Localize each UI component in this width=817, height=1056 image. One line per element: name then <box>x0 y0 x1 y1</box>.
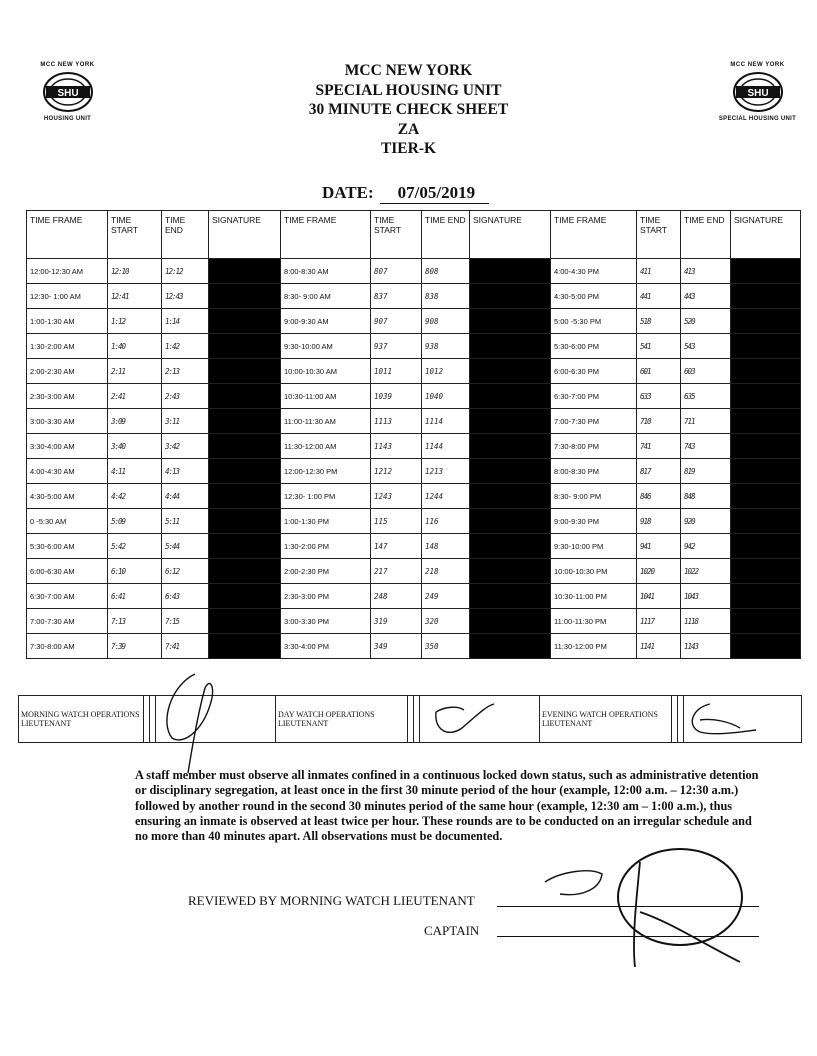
time-end-cell: 4:13 <box>162 459 209 484</box>
time-start-cell: 12:41 <box>108 284 162 309</box>
time-start-cell: 518 <box>637 309 681 334</box>
time-start-cell: 147 <box>371 534 422 559</box>
redacted-signature-cell <box>209 609 281 634</box>
redacted-signature-cell <box>731 309 801 334</box>
redacted-signature-cell <box>470 259 551 284</box>
time-frame-cell: 8:00-8:30 AM <box>281 259 371 284</box>
logo-right-top-text: MCC NEW YORK <box>730 62 785 68</box>
date-value: 07/05/2019 <box>380 183 489 204</box>
redacted-signature-cell <box>731 334 801 359</box>
time-end-cell: 1143 <box>681 634 731 659</box>
time-end-cell: 1213 <box>422 459 470 484</box>
time-frame-cell: 11:30-12:00 PM <box>551 634 637 659</box>
redacted-signature-cell <box>731 584 801 609</box>
time-end-cell: 1144 <box>422 434 470 459</box>
time-end-cell: 5:11 <box>162 509 209 534</box>
time-start-cell: 12:10 <box>108 259 162 284</box>
time-start-cell: 3:09 <box>108 409 162 434</box>
table-row <box>27 584 801 609</box>
redacted-signature-cell <box>209 309 281 334</box>
captain-label: CAPTAIN <box>424 923 480 938</box>
time-start-cell: 633 <box>637 384 681 409</box>
time-frame-cell: 3:30-4:00 PM <box>281 634 371 659</box>
time-frame-cell: 10:30-11:00 AM <box>281 384 371 409</box>
redacted-signature-cell <box>731 534 801 559</box>
time-end-cell: 12:12 <box>162 259 209 284</box>
redacted-signature-cell <box>731 609 801 634</box>
redacted-signature-cell <box>209 559 281 584</box>
redacted-signature-cell <box>470 384 551 409</box>
title-line: SPECIAL HOUSING UNIT <box>315 81 502 99</box>
time-frame-cell: 5:30-6:00 AM <box>27 534 108 559</box>
time-start-cell: 3:40 <box>108 434 162 459</box>
time-start-cell: 1:12 <box>108 309 162 334</box>
time-frame-cell: 8:30- 9:00 PM <box>551 484 637 509</box>
time-end-cell: 6:43 <box>162 584 209 609</box>
check-rows <box>27 259 801 659</box>
time-end-cell: 320 <box>422 609 470 634</box>
time-end-cell: 543 <box>681 334 731 359</box>
time-frame-cell: 6:30-7:00 PM <box>551 384 637 409</box>
time-end-cell: 3:42 <box>162 434 209 459</box>
observation-policy-note: A staff member must observe all inmates confined in a continuous locked down status, such as administrative detention or disciplinary segregation, at least once in the first 30 minute period of the hour (example, 12:00 a.m. – 12:30 a.m.) followed by another round in the second 30 minutes period of the same hour (example, 12:30 am – 1:00 a.m.), thus ensuring an inmate is observed at least twice per hour. These rounds are to be conducted on an irregular schedule and no more than 40 minutes apart. All observations must be documented. <box>135 768 759 844</box>
table-row <box>27 459 801 484</box>
redacted-signature-cell <box>731 409 801 434</box>
redacted-signature-cell <box>731 634 801 659</box>
redacted-signature-cell <box>209 634 281 659</box>
time-start-cell: 1:40 <box>108 334 162 359</box>
col-header-time-frame: TIME FRAME <box>281 211 371 259</box>
redacted-signature-cell <box>470 309 551 334</box>
time-start-cell: 846 <box>637 484 681 509</box>
time-start-cell: 2:11 <box>108 359 162 384</box>
time-frame-cell: 11:00-11:30 PM <box>551 609 637 634</box>
redacted-signature-cell <box>731 259 801 284</box>
time-end-cell: 1012 <box>422 359 470 384</box>
table-row <box>27 259 801 284</box>
table-row <box>27 634 801 659</box>
table-row <box>27 409 801 434</box>
redacted-signature-cell <box>209 259 281 284</box>
redacted-signature-cell <box>731 284 801 309</box>
table-row <box>27 384 801 409</box>
redacted-signature-cell <box>731 384 801 409</box>
col-header-time-start: TIME START <box>108 211 162 259</box>
time-frame-cell: 12:00-12:30 PM <box>281 459 371 484</box>
redacted-signature-cell <box>731 359 801 384</box>
time-end-cell: 148 <box>422 534 470 559</box>
title-line: MCC NEW YORK <box>344 62 473 79</box>
logo-right-bottom-text: SPECIAL HOUSING UNIT <box>718 116 797 122</box>
reviewed-by-label: REVIEWED BY MORNING WATCH LIEUTENANT <box>188 893 475 908</box>
time-frame-cell: 2:30-3:00 AM <box>27 384 108 409</box>
redacted-signature-cell <box>470 584 551 609</box>
time-end-cell: 808 <box>422 259 470 284</box>
time-frame-cell: 6:30-7:00 AM <box>27 584 108 609</box>
redacted-signature-cell <box>470 484 551 509</box>
morning-signature-mark <box>150 668 240 778</box>
time-start-cell: 941 <box>637 534 681 559</box>
redacted-signature-cell <box>731 434 801 459</box>
table-row <box>27 534 801 559</box>
time-start-cell: 601 <box>637 359 681 384</box>
table-row <box>27 434 801 459</box>
redacted-signature-cell <box>731 509 801 534</box>
time-start-cell: 1039 <box>371 384 422 409</box>
time-start-cell: 4:11 <box>108 459 162 484</box>
redacted-signature-cell <box>209 459 281 484</box>
time-frame-cell: 7:00-7:30 PM <box>551 409 637 434</box>
redacted-signature-cell <box>209 434 281 459</box>
time-end-cell: 920 <box>681 509 731 534</box>
time-end-cell: 1:42 <box>162 334 209 359</box>
time-frame-cell: 7:30-8:00 AM <box>27 634 108 659</box>
time-end-cell: 249 <box>422 584 470 609</box>
redacted-signature-cell <box>470 534 551 559</box>
time-start-cell: 5:42 <box>108 534 162 559</box>
time-frame-cell: 11:30-12:00 AM <box>281 434 371 459</box>
table-row <box>27 309 801 334</box>
col-header-time-end: TIME END <box>162 211 209 259</box>
time-frame-cell: 1:00-1:30 AM <box>27 309 108 334</box>
time-frame-cell: 3:00-3:30 AM <box>27 409 108 434</box>
time-start-cell: 1117 <box>637 609 681 634</box>
time-start-cell: 741 <box>637 434 681 459</box>
col-header-time-start: TIME START <box>371 211 422 259</box>
time-start-cell: 710 <box>637 409 681 434</box>
time-start-cell: 541 <box>637 334 681 359</box>
time-start-cell: 6:10 <box>108 559 162 584</box>
time-frame-cell: 12:30- 1:00 PM <box>281 484 371 509</box>
time-frame-cell: 9:00-9:30 PM <box>551 509 637 534</box>
time-frame-cell: 1:30-2:00 AM <box>27 334 108 359</box>
time-frame-cell: 8:30- 9:00 AM <box>281 284 371 309</box>
time-frame-cell: 7:30-8:00 PM <box>551 434 637 459</box>
time-end-cell: 443 <box>681 284 731 309</box>
time-start-cell: 1113 <box>371 409 422 434</box>
time-start-cell: 349 <box>371 634 422 659</box>
col-header-time-end: TIME END <box>422 211 470 259</box>
time-end-cell: 350 <box>422 634 470 659</box>
time-start-cell: 6:41 <box>108 584 162 609</box>
time-start-cell: 7:39 <box>108 634 162 659</box>
table-row <box>27 509 801 534</box>
time-frame-cell: 10:00-10:30 PM <box>551 559 637 584</box>
time-start-cell: 817 <box>637 459 681 484</box>
redacted-signature-cell <box>209 334 281 359</box>
table-header-row <box>27 211 801 259</box>
time-end-cell: 12:43 <box>162 284 209 309</box>
time-start-cell: 1143 <box>371 434 422 459</box>
redacted-signature-cell <box>470 509 551 534</box>
time-end-cell: 1022 <box>681 559 731 584</box>
time-start-cell: 1212 <box>371 459 422 484</box>
time-frame-cell: 1:00-1:30 PM <box>281 509 371 534</box>
time-start-cell: 918 <box>637 509 681 534</box>
table-row <box>27 284 801 309</box>
col-header-time-frame: TIME FRAME <box>27 211 108 259</box>
time-end-cell: 938 <box>422 334 470 359</box>
time-end-cell: 116 <box>422 509 470 534</box>
time-frame-cell: 5:00 -5:30 PM <box>551 309 637 334</box>
time-start-cell: 2:41 <box>108 384 162 409</box>
time-start-cell: 937 <box>371 334 422 359</box>
title-line: ZA <box>397 120 420 138</box>
time-frame-cell: 5:30-6:00 PM <box>551 334 637 359</box>
time-frame-cell: 4:00-4:30 AM <box>27 459 108 484</box>
redacted-signature-cell <box>470 409 551 434</box>
time-end-cell: 7:41 <box>162 634 209 659</box>
day-signature-mark <box>428 700 498 740</box>
time-start-cell: 837 <box>371 284 422 309</box>
redacted-signature-cell <box>209 384 281 409</box>
time-end-cell: 2:13 <box>162 359 209 384</box>
redacted-signature-cell <box>470 559 551 584</box>
redacted-signature-cell <box>209 484 281 509</box>
time-frame-cell: 9:30-10:00 AM <box>281 334 371 359</box>
time-frame-cell: 4:30-5:00 PM <box>551 284 637 309</box>
time-end-cell: 6:12 <box>162 559 209 584</box>
time-end-cell: 5:44 <box>162 534 209 559</box>
redacted-signature-cell <box>731 484 801 509</box>
time-frame-cell: 12:30- 1:00 AM <box>27 284 108 309</box>
time-start-cell: 115 <box>371 509 422 534</box>
time-start-cell: 411 <box>637 259 681 284</box>
time-end-cell: 711 <box>681 409 731 434</box>
time-start-cell: 7:13 <box>108 609 162 634</box>
redacted-signature-cell <box>209 584 281 609</box>
time-start-cell: 807 <box>371 259 422 284</box>
date-label: DATE: <box>322 183 374 202</box>
logo-left-bottom-text: HOUSING UNIT <box>43 116 92 122</box>
table-row <box>27 359 801 384</box>
time-end-cell: 635 <box>681 384 731 409</box>
time-frame-cell: 4:00-4:30 PM <box>551 259 637 284</box>
time-start-cell: 1041 <box>637 584 681 609</box>
date-field <box>322 183 489 204</box>
time-frame-cell: 10:30-11:00 PM <box>551 584 637 609</box>
time-start-cell: 1243 <box>371 484 422 509</box>
col-header-signature: SIGNATURE <box>209 211 281 259</box>
time-start-cell: 5:09 <box>108 509 162 534</box>
time-end-cell: 838 <box>422 284 470 309</box>
redacted-signature-cell <box>470 334 551 359</box>
time-frame-cell: 9:30-10:00 PM <box>551 534 637 559</box>
page-title <box>0 61 817 159</box>
time-frame-cell: 1:30-2:00 PM <box>281 534 371 559</box>
time-frame-cell: 2:00-2:30 PM <box>281 559 371 584</box>
time-frame-cell: 6:00-6:30 PM <box>551 359 637 384</box>
time-start-cell: 1011 <box>371 359 422 384</box>
time-frame-cell: 2:00-2:30 AM <box>27 359 108 384</box>
time-frame-cell: 12:00-12:30 AM <box>27 259 108 284</box>
table-row <box>27 609 801 634</box>
col-header-time-end: TIME END <box>681 211 731 259</box>
time-start-cell: 248 <box>371 584 422 609</box>
redacted-signature-cell <box>209 284 281 309</box>
time-frame-cell: 3:00-3:30 PM <box>281 609 371 634</box>
time-frame-cell: 7:00-7:30 AM <box>27 609 108 634</box>
reviewer-signature-mark <box>540 842 760 972</box>
redacted-signature-cell <box>470 434 551 459</box>
svg-text:SHU: SHU <box>746 88 769 99</box>
redacted-signature-cell <box>731 459 801 484</box>
redacted-signature-cell <box>470 459 551 484</box>
time-start-cell: 4:42 <box>108 484 162 509</box>
time-end-cell: 2:43 <box>162 384 209 409</box>
morning-lieutenant-label: MORNING WATCH OPERATIONS LIEUTENANT <box>19 696 144 743</box>
redacted-signature-cell <box>209 359 281 384</box>
evening-lieutenant-label: EVENING WATCH OPERATIONS LIEUTENANT <box>540 696 672 743</box>
redacted-signature-cell <box>470 284 551 309</box>
time-frame-cell: 6:00-6:30 AM <box>27 559 108 584</box>
time-end-cell: 1114 <box>422 409 470 434</box>
table-row <box>27 484 801 509</box>
time-end-cell: 520 <box>681 309 731 334</box>
day-lieutenant-label: DAY WATCH OPERATIONS LIEUTENANT <box>276 696 408 743</box>
redacted-signature-cell <box>470 634 551 659</box>
time-end-cell: 743 <box>681 434 731 459</box>
redacted-signature-cell <box>209 534 281 559</box>
time-end-cell: 1:14 <box>162 309 209 334</box>
svg-text:SHU: SHU <box>56 88 79 99</box>
time-end-cell: 819 <box>681 459 731 484</box>
evening-signature-mark <box>680 700 760 740</box>
time-frame-cell: 11:00-11:30 AM <box>281 409 371 434</box>
table-row <box>27 559 801 584</box>
title-line: TIER-K <box>380 140 437 157</box>
redacted-signature-cell <box>209 409 281 434</box>
logo-left-top-text: MCC NEW YORK <box>40 62 95 68</box>
time-end-cell: 3:11 <box>162 409 209 434</box>
time-frame-cell: 10:00-10:30 AM <box>281 359 371 384</box>
time-frame-cell: 2:30-3:00 PM <box>281 584 371 609</box>
time-frame-cell: 0 -5:30 AM <box>27 509 108 534</box>
time-end-cell: 848 <box>681 484 731 509</box>
time-start-cell: 441 <box>637 284 681 309</box>
time-frame-cell: 4:30-5:00 AM <box>27 484 108 509</box>
redacted-signature-cell <box>731 559 801 584</box>
time-start-cell: 907 <box>371 309 422 334</box>
time-end-cell: 1043 <box>681 584 731 609</box>
time-end-cell: 4:44 <box>162 484 209 509</box>
time-frame-cell: 8:00-8:30 PM <box>551 459 637 484</box>
time-end-cell: 218 <box>422 559 470 584</box>
col-header-signature: SIGNATURE <box>731 211 801 259</box>
time-end-cell: 942 <box>681 534 731 559</box>
time-start-cell: 217 <box>371 559 422 584</box>
col-header-time-frame: TIME FRAME <box>551 211 637 259</box>
time-frame-cell: 3:30-4:00 AM <box>27 434 108 459</box>
time-start-cell: 319 <box>371 609 422 634</box>
time-start-cell: 1141 <box>637 634 681 659</box>
time-start-cell: 1020 <box>637 559 681 584</box>
col-header-signature: SIGNATURE <box>470 211 551 259</box>
redacted-signature-cell <box>209 509 281 534</box>
col-header-time-start: TIME START <box>637 211 681 259</box>
time-end-cell: 603 <box>681 359 731 384</box>
title-line: 30 MINUTE CHECK SHEET <box>308 101 509 118</box>
time-end-cell: 1244 <box>422 484 470 509</box>
time-end-cell: 1040 <box>422 384 470 409</box>
check-sheet-table <box>26 210 801 659</box>
time-end-cell: 413 <box>681 259 731 284</box>
time-end-cell: 1118 <box>681 609 731 634</box>
redacted-signature-cell <box>470 359 551 384</box>
time-frame-cell: 9:00-9:30 AM <box>281 309 371 334</box>
time-end-cell: 908 <box>422 309 470 334</box>
table-row <box>27 334 801 359</box>
redacted-signature-cell <box>470 609 551 634</box>
time-end-cell: 7:15 <box>162 609 209 634</box>
